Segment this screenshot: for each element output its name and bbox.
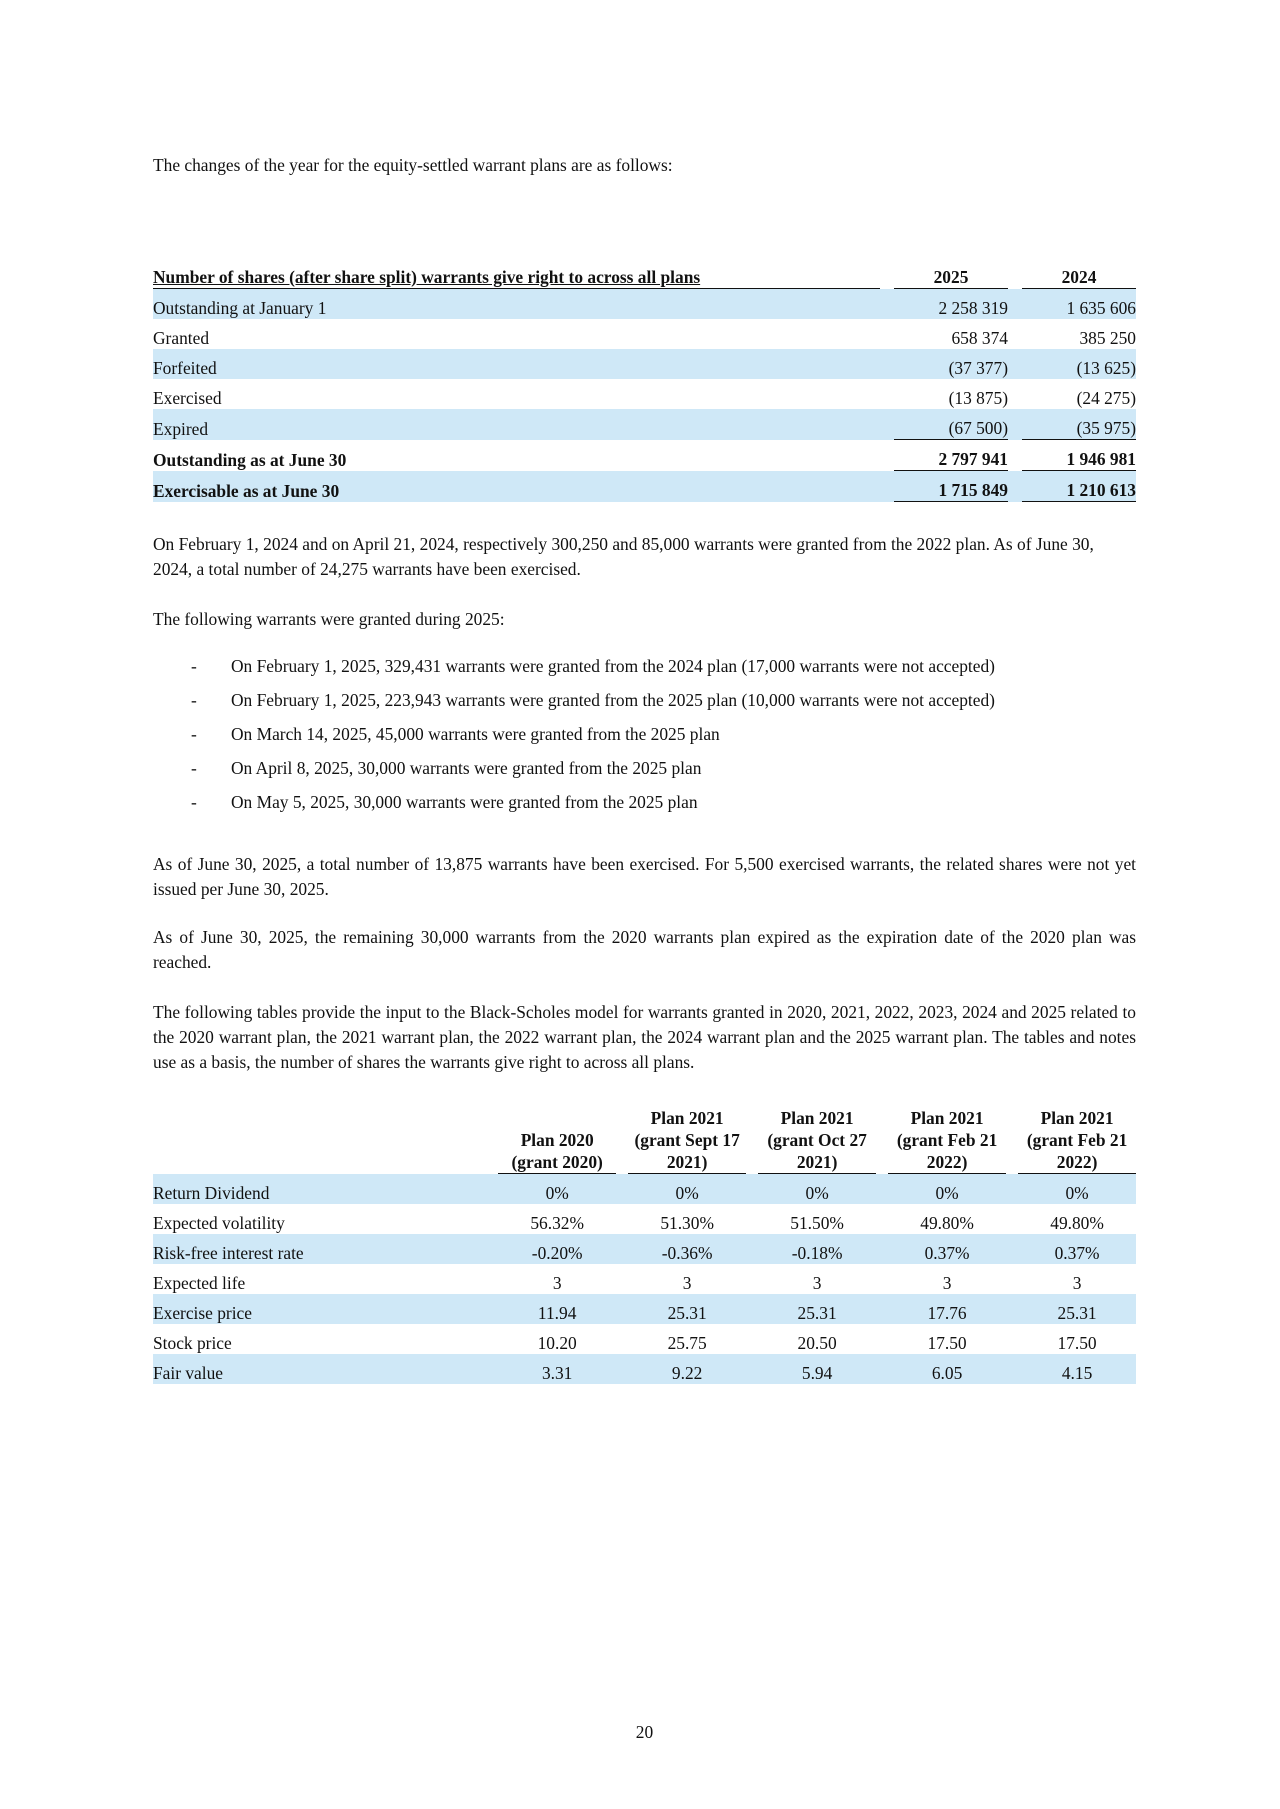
cell-2025: 658 374 — [951, 328, 1008, 348]
table-cell: 3 — [1072, 1273, 1082, 1293]
table-cell: 10.20 — [537, 1333, 577, 1353]
row-label: Risk-free interest rate — [153, 1234, 498, 1264]
table-cell: 17.50 — [927, 1333, 967, 1353]
bullet-dash: - — [191, 792, 197, 812]
table-row-total — [153, 471, 1136, 502]
row-label: Outstanding as at June 30 — [153, 450, 347, 470]
table-cell: -0.36% — [628, 1234, 746, 1264]
cell-2024: (35 975) — [1022, 409, 1136, 440]
table-cell: 51.50% — [790, 1213, 844, 1233]
table-cell: 3 — [942, 1273, 952, 1293]
row-label: Granted — [153, 328, 210, 348]
table-cell: 25.31 — [1018, 1294, 1136, 1324]
row-label: Forfeited — [153, 349, 880, 379]
row-label: Stock price — [153, 1333, 232, 1353]
cell-2024: (13 625) — [1022, 349, 1136, 379]
list-item — [153, 688, 995, 722]
list-item — [153, 790, 995, 824]
table-cell: 3 — [682, 1273, 692, 1293]
table-row — [153, 1174, 1136, 1204]
table-cell: 20.50 — [797, 1333, 837, 1353]
table-cell: 49.80% — [920, 1213, 974, 1233]
list-item — [153, 654, 995, 688]
cell-2025: 1 715 849 — [894, 471, 1008, 502]
table-cell: 49.80% — [1050, 1213, 1104, 1233]
black-scholes-table — [153, 1107, 1136, 1384]
table-row — [153, 319, 1136, 349]
table-row — [153, 289, 1136, 319]
table-cell: 25.75 — [667, 1333, 707, 1353]
intro-paragraph: The changes of the year for the equity-settled warrant plans are as follows: — [153, 155, 673, 175]
list-item — [153, 722, 995, 756]
table-cell: 25.31 — [628, 1294, 746, 1324]
table-row — [153, 349, 1136, 379]
table-header-row — [153, 262, 1136, 289]
list-item-text: On February 1, 2025, 223,943 warrants were granted from the 2025 plan (10,000 warrants were not accepted) — [231, 690, 995, 710]
table-cell: 0% — [498, 1174, 616, 1204]
row-label: Exercised — [153, 388, 222, 408]
cell-2025: (13 875) — [948, 388, 1008, 408]
row-label: Fair value — [153, 1354, 498, 1384]
column-header-plan-2020: Plan 2020 (grant 2020) — [498, 1107, 616, 1174]
paragraph-exercised: As of June 30, 2025, a total number of 13,875 warrants have been exercised. For 5,500 exercised warrants, the related shares were not yet issued per June 30, 2025. — [153, 854, 1136, 899]
list-item-text: On May 5, 2025, 30,000 warrants were granted from the 2025 plan — [231, 792, 698, 812]
row-label: Exercise price — [153, 1294, 498, 1324]
cell-2025: 2 797 941 — [894, 440, 1008, 471]
table-row — [153, 409, 1136, 440]
table-cell: 3.31 — [498, 1354, 616, 1384]
table-cell: 56.32% — [530, 1213, 584, 1233]
cell-2024: (24 275) — [1076, 388, 1136, 408]
table-row — [153, 1324, 1136, 1354]
row-label: Outstanding at January 1 — [153, 289, 880, 319]
table-cell: 0% — [888, 1174, 1006, 1204]
table-cell: 3 — [552, 1273, 562, 1293]
bullet-dash: - — [191, 758, 197, 778]
table-cell: 0.37% — [888, 1234, 1006, 1264]
list-item — [153, 756, 995, 790]
table-row — [153, 1354, 1136, 1384]
row-label: Expected life — [153, 1273, 246, 1293]
table-row-total — [153, 440, 1136, 471]
table-cell: 17.50 — [1057, 1333, 1097, 1353]
table-header-label: Number of shares (after share split) warrants give right to across all plans — [153, 262, 880, 289]
table-cell: 9.22 — [628, 1354, 746, 1384]
cell-2024: 385 250 — [1079, 328, 1136, 348]
table-row — [153, 1294, 1136, 1324]
column-header-plan-2021-feb: Plan 2021 (grant Feb 21 2022) — [888, 1107, 1006, 1174]
table-cell: 3 — [812, 1273, 822, 1293]
row-label: Expected volatility — [153, 1213, 285, 1233]
cell-2025: (67 500) — [894, 409, 1008, 440]
column-header-plan-2021-sept: Plan 2021 (grant Sept 17 2021) — [628, 1107, 746, 1174]
row-label: Exercisable as at June 30 — [153, 471, 880, 502]
year-header-2024: 2024 — [1022, 262, 1136, 289]
bullet-dash: - — [191, 690, 197, 710]
page-number: 20 — [635, 1722, 654, 1742]
table-cell: 6.05 — [888, 1354, 1006, 1384]
grants-list — [153, 654, 995, 824]
table-row — [153, 1204, 1136, 1234]
cell-2025: 2 258 319 — [894, 289, 1008, 319]
table-cell: 4.15 — [1018, 1354, 1136, 1384]
table-cell: 0% — [1018, 1174, 1136, 1204]
warrant-changes-table — [153, 262, 1136, 502]
paragraph-2025-intro: The following warrants were granted during 2025: — [153, 609, 505, 629]
table-cell: 11.94 — [498, 1294, 616, 1324]
table-cell: 0% — [628, 1174, 746, 1204]
list-item-text: On February 1, 2025, 329,431 warrants were granted from the 2024 plan (17,000 warrants were not accepted) — [231, 656, 995, 676]
list-item-text: On April 8, 2025, 30,000 warrants were granted from the 2025 plan — [231, 758, 702, 778]
cell-2025: (37 377) — [894, 349, 1008, 379]
table-cell: 25.31 — [758, 1294, 876, 1324]
paragraph-black-scholes: The following tables provide the input to the Black-Scholes model for warrants granted in 2020, 2021, 2022, 2023, 2024 and 2025 related to the 2020 warrant plan, the 2021 warrant plan, the 2022 warrant plan, the 2024 warrant plan and the 2025 warrant plan. The tables and notes use as a basis, the number of shares the warrants give right to across all plans. — [153, 1002, 1136, 1072]
table-cell: 5.94 — [758, 1354, 876, 1384]
row-label: Return Dividend — [153, 1174, 498, 1204]
row-label: Expired — [153, 409, 880, 440]
paragraph-2024-grants: On February 1, 2024 and on April 21, 2024, respectively 300,250 and 85,000 warrants were granted from the 2022 plan. As of June 30, 2024, a total number of 24,275 warrants have been exercised. — [153, 534, 1094, 579]
table-cell: 0.37% — [1018, 1234, 1136, 1264]
cell-2024: 1 635 606 — [1022, 289, 1136, 319]
table-cell: 0% — [758, 1174, 876, 1204]
paragraph-expired: As of June 30, 2025, the remaining 30,000 warrants from the 2020 warrants plan expired as the expiration date of the 2020 plan was reached. — [153, 927, 1136, 972]
table-cell: 17.76 — [888, 1294, 1006, 1324]
list-item-text: On March 14, 2025, 45,000 warrants were granted from the 2025 plan — [231, 724, 720, 744]
table-cell: 51.30% — [660, 1213, 714, 1233]
cell-2024: 1 946 981 — [1022, 440, 1136, 471]
table-cell: -0.18% — [758, 1234, 876, 1264]
column-header-plan-2021-oct: Plan 2021 (grant Oct 27 2021) — [758, 1107, 876, 1174]
year-header-2025: 2025 — [894, 262, 1008, 289]
table-cell: -0.20% — [498, 1234, 616, 1264]
table-row — [153, 379, 1136, 409]
table-header-row — [153, 1107, 1136, 1174]
bullet-dash: - — [191, 724, 197, 744]
cell-2024: 1 210 613 — [1022, 471, 1136, 502]
column-header-plan-2021-feb-2: Plan 2021 (grant Feb 21 2022) — [1018, 1107, 1136, 1174]
table-row — [153, 1264, 1136, 1294]
table-row — [153, 1234, 1136, 1264]
bullet-dash: - — [191, 656, 197, 676]
